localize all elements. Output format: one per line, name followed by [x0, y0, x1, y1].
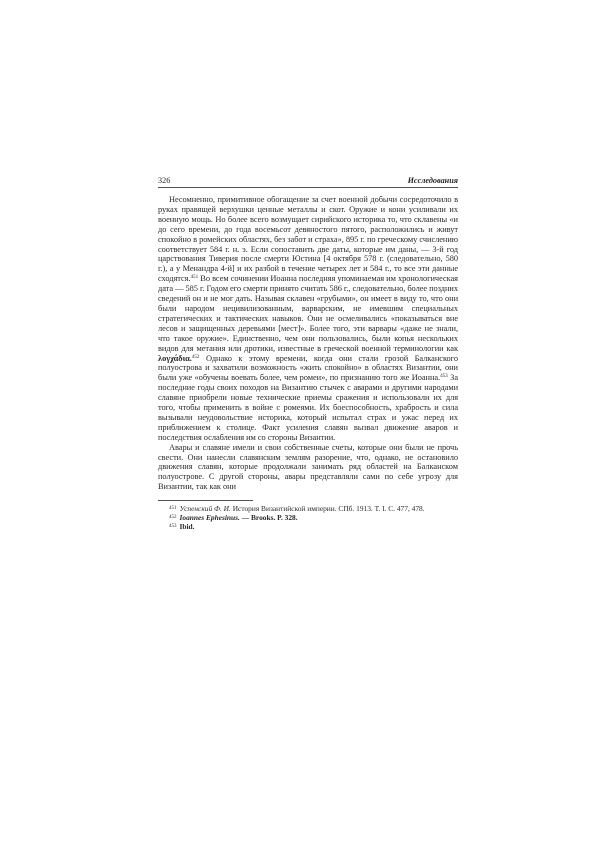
paragraph-1-text: Несомненно, примитивное обогащение за счет военной добычи сосредоточило в руках правящей верхушки ценные металлы и скот. Оружие и кони усиливали их военную мощь. Но более всего возмущает сирийского историка то, что склавены «и до сего времени, до года восемьсот девяностого пятого, расположились и живут спокойно в ромейских областях, без забот и страха», 895 г. по греческому счислению соответствует 584 г. н. э. Если сопоставить две даты, которые им даны, — 3-й год царствования Тиверия после смерти Юстина [4 октября 578 г. (следовательно, 580 г.), а у Менандра 4-й] и их разбой в течение четырех лет и 584 г., то все эти данные сходятся. — [158, 195, 458, 284]
footnote-ref-451[interactable]: 451 — [190, 274, 199, 281]
greek-term: λογχάδια. — [158, 353, 192, 363]
footnote-rule — [158, 500, 253, 501]
footnote-number: 452 — [169, 515, 177, 521]
footnote-author: Успенский Ф. И. — [179, 504, 231, 514]
footnote-number: 451 — [169, 506, 177, 512]
footnote-ref-453[interactable]: 453 — [440, 373, 448, 380]
footnote-453 — [158, 522, 458, 531]
footnote-ref-452[interactable]: 452 — [191, 353, 200, 360]
footnote-text: История Византийской империи. СПб. 1913. Т. I. С. 477, 478. — [232, 504, 425, 514]
main-text — [158, 195, 458, 492]
footnote-451 — [158, 504, 458, 513]
header-rule — [158, 187, 458, 188]
running-header — [158, 176, 458, 187]
paragraph-1-continued-2: Однако к этому времени, когда они стали грозой Балканского полуострова и захватили возможность «жить спокойно» в областях Византии, они были уже «обучены воевать более, чем ромеи», по признанию того же Иоанна. — [158, 353, 458, 383]
footnotes — [158, 504, 458, 531]
footnote-452 — [158, 513, 458, 522]
paragraph-1-end: За последние годы своих походов на Византию стычек с аварами и другими народами славяне приобрели новые технические приемы сражения и использовали их для того, чтобы применить в войне с ромеями. Их боеспособность, храбрость и сила вызывали неудовольствие историка, который испытал страх и ужас перед их приближением к столице. Факт усиления славян вызвал движение аваров и последствия ослабления им со стороны Византии. — [158, 373, 458, 442]
document-page — [158, 176, 458, 531]
paragraph-1 — [158, 195, 458, 443]
footnote-text: Ibid. — [179, 522, 195, 532]
footnote-number: 453 — [169, 524, 177, 530]
footnote-author: Ioannes Ephesinus. — [179, 513, 240, 523]
paragraph-1-continued: Во всем сочинении Иоанна последняя упоминаемая им хронологическая дата — 585 г. Годом его смерти принято считать 586 г., следовательно, более поздних сведений он и не мог дать. Называя склавен «грубыми», он имеет в виду то, что они были народом нецивилизованным, варварским, не имевшим специальных стратегических и тактических навыков. Они не осмеливались «показываться вне лесов и защищенных деревьями [мест]». Более того, эти варвары «даже не знали, что такое оружие». Единственно, чем они пользовались, были копья нескольких видов для метания или дротики, известные в греческой военной терминологии как — [158, 274, 458, 353]
footnote-text: — Brooks. P. 328. — [241, 513, 298, 523]
page-number: 326 — [158, 176, 171, 185]
paragraph-2: Авары и славяне имели и свои собственные счеты, которые они были не прочь свести. Они нанесли славянским землям разорение, что, однако, не остановило движения славян, которые продолжали занимать ряд областей на Балканском полуострове. С другой стороны, авары представляли сами по себе угрозу для Византии, так как они — [158, 442, 458, 492]
section-title: Исследования — [407, 176, 458, 185]
